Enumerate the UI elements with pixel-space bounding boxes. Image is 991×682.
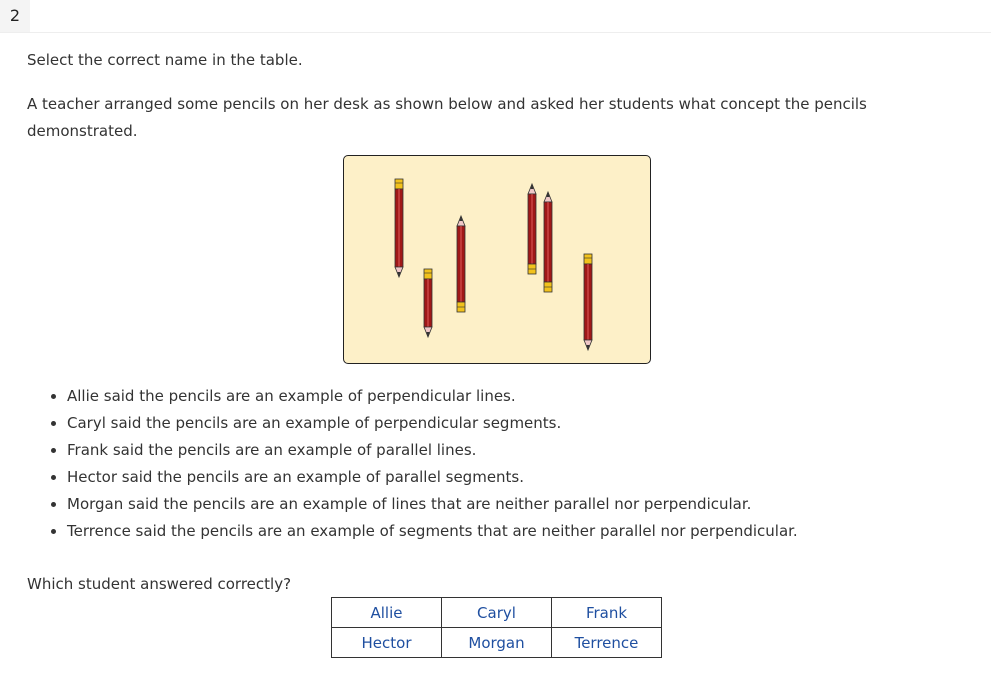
pencil-6 xyxy=(584,254,592,350)
choice-terrence[interactable]: Terrence xyxy=(552,628,662,658)
question-header xyxy=(0,0,991,33)
question-instruction: Select the correct name in the table. xyxy=(27,51,303,69)
pencils-figure xyxy=(343,155,651,364)
question-stem: A teacher arranged some pencils on her desk as shown below and asked her students what concept the pencils demonstrated. xyxy=(27,95,867,140)
pencil-5 xyxy=(544,192,552,292)
choice-frank[interactable]: Frank xyxy=(552,598,662,628)
pencils-illustration xyxy=(344,156,652,365)
statement-terrence: • Terrence said the pencils are an example of segments that are neither parallel nor perpendicular. xyxy=(67,518,798,545)
statement-allie: • Allie said the pencils are an example of perpendicular lines. xyxy=(67,383,798,410)
answer-prompt: Which student answered correctly? xyxy=(27,575,292,593)
statement-morgan: • Morgan said the pencils are an example of lines that are neither parallel nor perpendicular. xyxy=(67,491,798,518)
choice-caryl[interactable]: Caryl xyxy=(442,598,552,628)
choice-hector[interactable]: Hector xyxy=(332,628,442,658)
pencil-4 xyxy=(528,184,536,274)
pencil-2 xyxy=(424,269,432,337)
statement-hector: • Hector said the pencils are an example of parallel segments. xyxy=(67,464,798,491)
statement-caryl: • Caryl said the pencils are an example of perpendicular segments. xyxy=(67,410,798,437)
choice-row xyxy=(332,628,662,658)
question-number: 2 xyxy=(0,0,30,32)
pencil-1 xyxy=(395,179,403,277)
choice-row xyxy=(332,598,662,628)
choice-morgan[interactable]: Morgan xyxy=(442,628,552,658)
pencil-3 xyxy=(457,216,465,312)
statement-frank: • Frank said the pencils are an example of parallel lines. xyxy=(67,437,798,464)
student-statements-list xyxy=(27,383,798,545)
choice-allie[interactable]: Allie xyxy=(332,598,442,628)
answer-choice-table xyxy=(331,597,662,658)
